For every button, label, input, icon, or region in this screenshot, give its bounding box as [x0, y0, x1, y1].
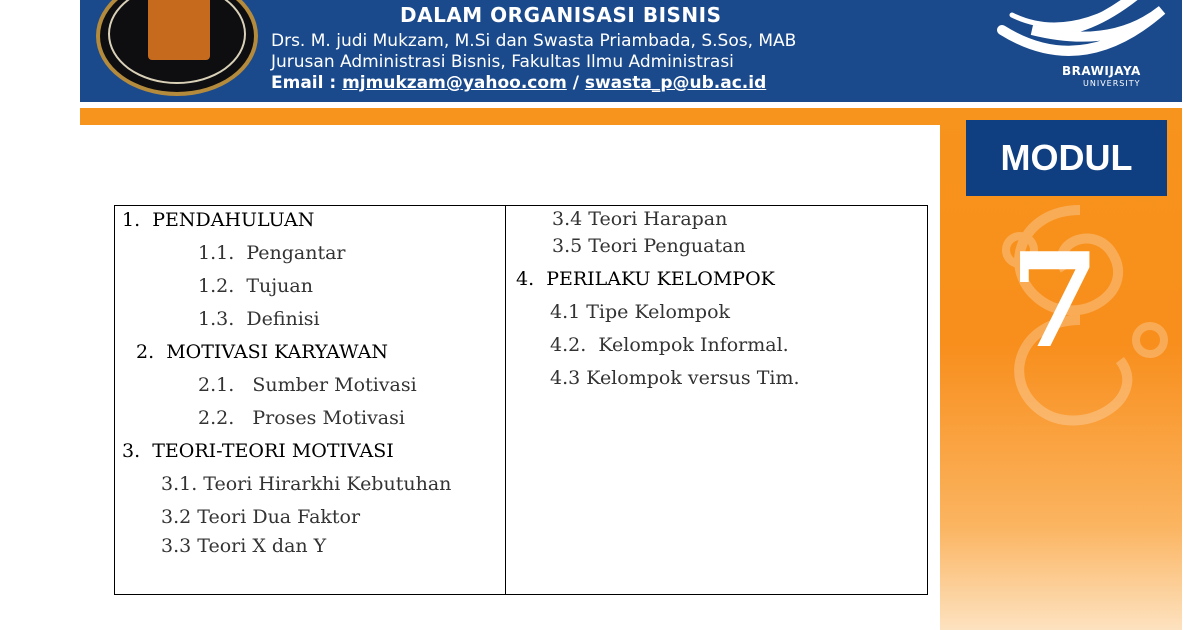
- brand-subtitle: UNIVERSITY: [1083, 79, 1141, 88]
- toc-heading-1: 1. PENDAHULUAN: [122, 209, 315, 231]
- toc-item: 4.3 Kelompok versus Tim.: [550, 367, 800, 389]
- toc-item: 3.3 Teori X dan Y: [161, 535, 327, 557]
- modul-label: MODUL: [966, 120, 1167, 196]
- orange-divider-bar: [80, 108, 940, 125]
- email-link-1[interactable]: mjmukzam@yahoo.com: [342, 73, 567, 93]
- modul-number: 7: [1009, 224, 1101, 377]
- toc-item: 3.1. Teori Hirarkhi Kebutuhan: [161, 473, 452, 495]
- toc-item: 2.2. Proses Motivasi: [198, 407, 405, 429]
- university-seal-icon: [96, 0, 258, 96]
- toc-item: 1.1. Pengantar: [198, 242, 346, 264]
- email-label: Email :: [271, 73, 337, 93]
- toc-heading-4: 4. PERILAKU KELOMPOK: [516, 268, 775, 290]
- brawijaya-swirl-icon: [992, 0, 1172, 70]
- toc-column-divider: [505, 205, 506, 595]
- seal-figure: [148, 0, 210, 60]
- document-title: DALAM ORGANISASI BISNIS: [400, 3, 722, 27]
- brand-name: BRAWIJAYA: [1062, 64, 1141, 78]
- banner-edge: [1182, 0, 1200, 102]
- toc-heading-2: 2. MOTIVASI KARYAWAN: [136, 341, 388, 363]
- toc-item: 2.1. Sumber Motivasi: [198, 374, 417, 396]
- toc-item: 1.3. Definisi: [198, 308, 320, 330]
- toc-item: 4.2. Kelompok Informal.: [550, 334, 789, 356]
- toc-item: 1.2. Tujuan: [198, 275, 313, 297]
- toc-heading-3: 3. TEORI-TEORI MOTIVASI: [122, 440, 394, 462]
- toc-item: 3.5 Teori Penguatan: [552, 235, 746, 257]
- department-line: Jurusan Administrasi Bisnis, Fakultas Ilmu Administrasi: [271, 52, 734, 72]
- email-line: [271, 73, 766, 93]
- toc-item: 3.2 Teori Dua Faktor: [161, 506, 361, 528]
- authors-line: Drs. M. judi Mukzam, M.Si dan Swasta Priambada, S.Sos, MAB: [271, 31, 797, 51]
- email-link-2[interactable]: swasta_p@ub.ac.id: [584, 73, 767, 93]
- toc-item: 3.4 Teori Harapan: [552, 208, 728, 230]
- email-separator: /: [572, 73, 579, 93]
- toc-item: 4.1 Tipe Kelompok: [550, 301, 731, 323]
